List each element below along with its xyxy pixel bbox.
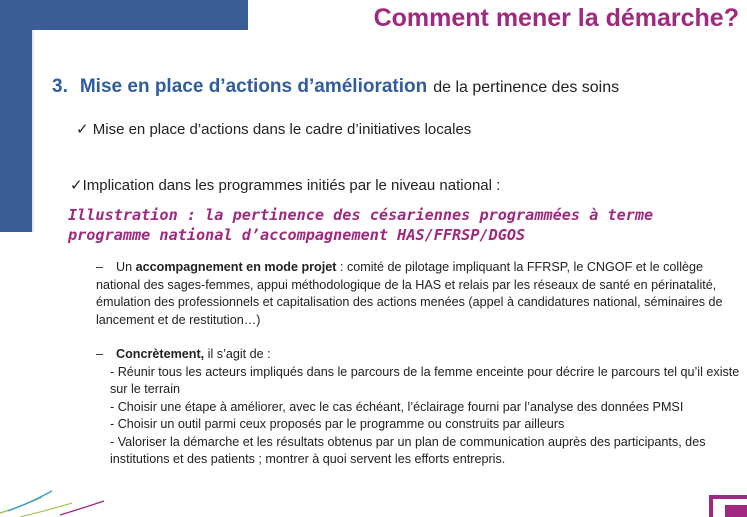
check-item-text: Mise en place d’actions dans le cadre d’initiatives locales bbox=[92, 121, 472, 138]
checkmark-icon: ✓ bbox=[70, 177, 83, 194]
check-item-national-programs bbox=[70, 176, 500, 194]
bullet-bold: Concrètement, bbox=[116, 347, 205, 361]
decorative-corner-bracket bbox=[707, 479, 747, 517]
dash-bullet: – bbox=[96, 347, 104, 361]
illustration-line-2: programme national d’accompagnement HAS/FFRSP/DGOS bbox=[68, 226, 526, 244]
bullet-text: : comité de pilotage impliquant la FFRSP, le CNGOF et le collège national des sages-femmes, appui méthodologique de la HAS et relais par les réseaux de santé en périnatalité, émulation des professionnels et capitalisation des actions menées (appel à candidatures national, séminaires de lancement et de restitution…) bbox=[96, 260, 723, 327]
illustration-title bbox=[68, 205, 653, 245]
list-item: - Réunir tous les acteurs impliqués dans le parcours de la femme enceinte pour décrire le parcours tel qu’il existe sur le terrain bbox=[110, 364, 740, 396]
body-content bbox=[96, 259, 746, 469]
section-number: 3. bbox=[52, 76, 68, 97]
section-heading-main: Mise en place d’actions d’amélioration bbox=[79, 76, 428, 97]
bullet-accompagnement bbox=[96, 259, 746, 329]
action-list bbox=[96, 364, 746, 469]
section-heading-rest: de la pertinence des soins bbox=[433, 79, 620, 96]
slide-title: Comment mener la démarche? bbox=[373, 4, 739, 32]
check-item-text: Implication dans les programmes initiés par le niveau national : bbox=[82, 177, 501, 194]
decorative-blue-band-top bbox=[0, 0, 248, 30]
decorative-grey-edge bbox=[32, 30, 34, 232]
list-item: - Valoriser la démarche et les résultats obtenus par un plan de communication auprès des participants, des institutions et des patients ; montrer à quoi servent les efforts entrepris. bbox=[110, 434, 706, 466]
decorative-blue-band-left bbox=[0, 0, 32, 232]
decorative-swoosh-lines bbox=[0, 477, 110, 517]
check-item-local-initiatives bbox=[76, 120, 471, 138]
checkmark-icon: ✓ bbox=[76, 121, 89, 138]
bullet-text: il s’agit de : bbox=[204, 347, 271, 361]
bullet-bold: accompagnement en mode projet bbox=[135, 260, 337, 274]
section-heading bbox=[52, 76, 619, 98]
bullet-prefix: Un bbox=[116, 260, 133, 274]
list-item: - Choisir un outil parmi ceux proposés par le programme ou construits par ailleurs bbox=[110, 417, 565, 431]
illustration-line-1: Illustration : la pertinence des césariennes programmées à terme bbox=[68, 206, 654, 224]
dash-bullet: – bbox=[96, 260, 104, 274]
bullet-concretement bbox=[96, 346, 746, 469]
list-item: - Choisir une étape à améliorer, avec le cas échéant, l’éclairage fourni par l’analyse des données PMSI bbox=[110, 399, 684, 414]
